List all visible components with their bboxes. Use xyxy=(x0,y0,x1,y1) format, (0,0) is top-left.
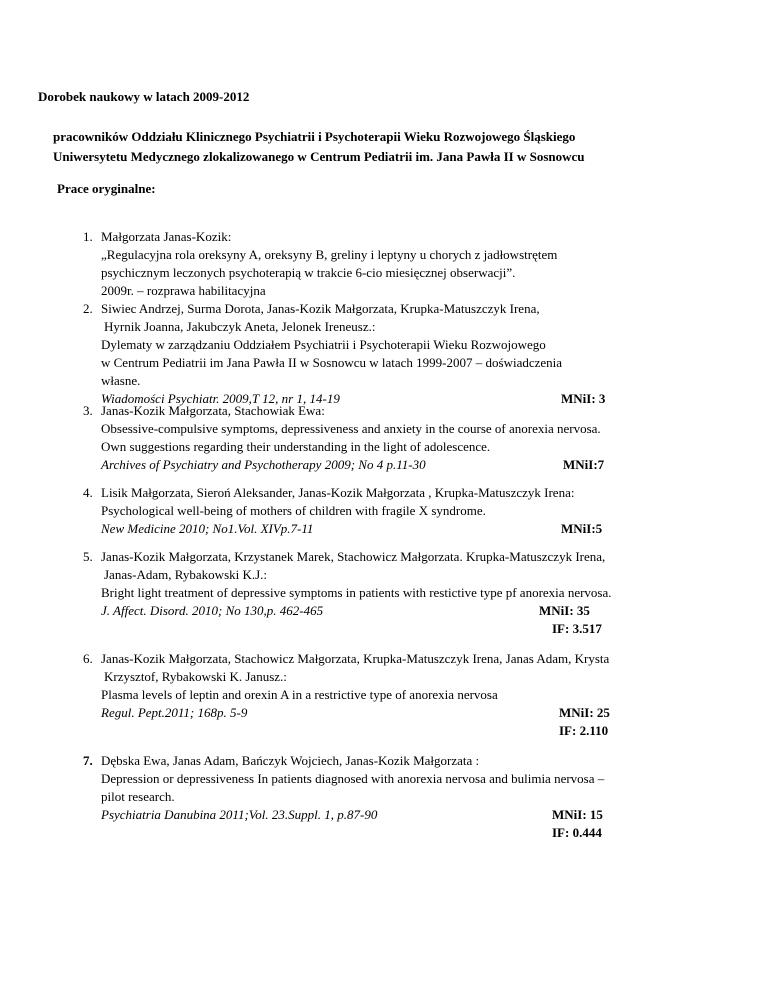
entry-line: „Regulacyjna rola oreksyny A, oreksyny B, greliny i leptyny u chorych z jadłowstrętem xyxy=(101,247,558,262)
subtitle-line: Uniwersytetu Medycznego zlokalizowanego w Centrum Pediatrii im. Jana Pawła II w Sosnowcu xyxy=(53,149,585,164)
entry-source: Psychiatria Danubina 2011;Vol. 23.Suppl. 1, p.87-90 xyxy=(101,807,378,822)
mnii-score: MNiI:5 xyxy=(561,521,603,536)
entry-line: Janas-Kozik Małgorzata, Stachowiak Ewa: xyxy=(101,403,325,418)
entry-line: Siwiec Andrzej, Surma Dorota, Janas-Kozik Małgorzata, Krupka-Matuszczyk Irena, xyxy=(101,301,540,316)
mnii-score: MNiI: 15 xyxy=(552,807,603,822)
publication-entry-3 xyxy=(83,402,683,474)
mnii-score: MNiI: 3 xyxy=(561,391,606,406)
entry-line: Lisik Małgorzata, Sieroń Aleksander, Janas-Kozik Małgorzata , Krupka-Matuszczyk Irena: xyxy=(101,485,575,500)
entry-line: Janas-Adam, Rybakowski K.J.: xyxy=(104,567,268,582)
entry-line: psychicznym leczonych psychoterapią w trakcie 6-cio miesięcznej obserwacji”. xyxy=(101,265,516,280)
entry-line: Plasma levels of leptin and orexin A in a restrictive type of anorexia nervosa xyxy=(101,687,498,702)
entry-number: 3. xyxy=(83,403,93,418)
mnii-score: MNiI: 25 xyxy=(559,705,610,720)
impact-factor: IF: 0.444 xyxy=(552,825,602,840)
entry-number: 7. xyxy=(83,753,93,768)
entry-line: Depression or depressiveness In patients diagnosed with anorexia nervosa and bulimia nervosa – xyxy=(101,771,605,786)
entry-line: Janas-Kozik Małgorzata, Krzystanek Marek, Stachowicz Małgorzata. Krupka-Matuszczyk Irena, xyxy=(101,549,606,564)
entry-number: 2. xyxy=(83,301,93,316)
subtitle-line: pracowników Oddziału Klinicznego Psychiatrii i Psychoterapii Wieku Rozwojowego Śląskiego xyxy=(53,129,576,144)
mnii-score: MNiI: 35 xyxy=(539,603,590,618)
publication-entry-6 xyxy=(83,650,683,740)
entry-number: 4. xyxy=(83,485,93,500)
impact-factor: IF: 3.517 xyxy=(552,621,602,636)
entry-line: Psychological well-being of mothers of children with fragile X syndrome. xyxy=(101,503,486,518)
entry-line: Dylematy w zarządzaniu Oddziałem Psychiatrii i Psychoterapii Wieku Rozwojowego xyxy=(101,337,546,352)
publication-entry-2 xyxy=(83,300,683,408)
document-subtitle xyxy=(53,127,743,167)
entry-number: 6. xyxy=(83,651,93,666)
entry-number: 5. xyxy=(83,549,93,564)
entry-line: własne. xyxy=(101,373,141,388)
entry-source: Archives of Psychiatry and Psychotherapy 2009; No 4 p.11-30 xyxy=(101,457,426,472)
entry-line: Obsessive-compulsive symptoms, depressiveness and anxiety in the course of anorexia nervosa. xyxy=(101,421,601,436)
publication-entry-5 xyxy=(83,548,683,638)
publication-entry-1 xyxy=(83,228,683,300)
entry-line: Małgorzata Janas-Kozik: xyxy=(101,229,232,244)
entry-line: Own suggestions regarding their understanding in the light of adolescence. xyxy=(101,439,491,454)
entry-number: 1. xyxy=(83,229,93,244)
entry-line: Krzysztof, Rybakowski K. Janusz.: xyxy=(104,669,287,684)
entry-source: New Medicine 2010; No1.Vol. XIVp.7-11 xyxy=(101,521,314,536)
entry-line: Hyrnik Joanna, Jakubczyk Aneta, Jelonek Ireneusz.: xyxy=(104,319,376,334)
entry-line: Bright light treatment of depressive symptoms in patients with restictive type pf anorexia nervosa. xyxy=(101,585,612,600)
section-title: Prace oryginalne: xyxy=(57,181,156,196)
impact-factor: IF: 2.110 xyxy=(559,723,609,738)
entry-line: Janas-Kozik Małgorzata, Stachowicz Małgorzata, Krupka-Matuszczyk Irena, Janas Adam, Krysta xyxy=(101,651,610,666)
entry-line: 2009r. – rozprawa habilitacyjna xyxy=(101,283,266,298)
entry-source: J. Affect. Disord. 2010; No 130,p. 462-465 xyxy=(101,603,324,618)
entry-source: Regul. Pept.2011; 168p. 5-9 xyxy=(101,705,248,720)
entry-line: pilot research. xyxy=(101,789,175,804)
document-title: Dorobek naukowy w latach 2009-2012 xyxy=(38,89,250,104)
entry-line: Dębska Ewa, Janas Adam, Bańczyk Wojciech, Janas-Kozik Małgorzata : xyxy=(101,753,480,768)
mnii-score: MNiI:7 xyxy=(563,457,605,472)
entry-line: w Centrum Pediatrii im Jana Pawła II w Sosnowcu w latach 1999-2007 – doświadczenia xyxy=(101,355,563,370)
publication-entry-7 xyxy=(83,752,683,842)
entry-source: Wiadomości Psychiatr. 2009,T 12, nr 1, 14-19 xyxy=(101,391,340,406)
publication-entry-4 xyxy=(83,484,683,538)
